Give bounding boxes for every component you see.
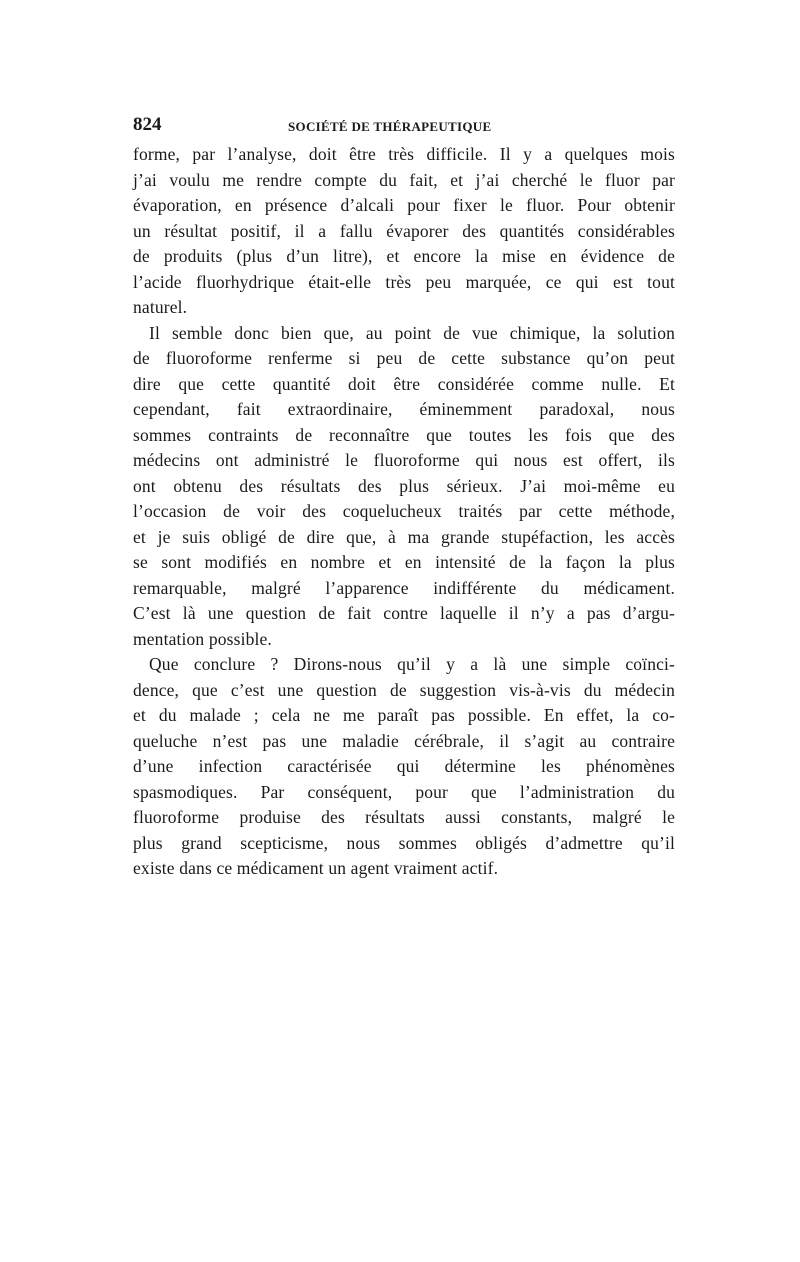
text-line: j’ai voulu me rendre compte du fait, et j’ai cherché le fluor par <box>133 169 675 190</box>
paragraph-1 <box>133 142 675 321</box>
text-line: médecins ont administré le fluoroforme qui nous est offert, ils <box>133 450 675 470</box>
text-line: spasmodiques. Par conséquent, pour que l’administration du <box>133 781 675 802</box>
text-line: forme, par l’analyse, doit être très difficile. Il y a quelques mois <box>133 144 675 164</box>
text-line: mentation possible. <box>133 628 272 649</box>
text-line: l’occasion de voir des coquelucheux traités par cette méthode, <box>133 501 675 521</box>
text-line: évaporation, en présence d’alcali pour fixer le fluor. Pour obtenir <box>133 195 675 215</box>
text-line: dire que cette quantité doit être considérée comme nulle. Et <box>133 373 675 394</box>
paragraph-2 <box>133 321 675 653</box>
text-line: remarquable, malgré l’apparence indifférente du médicament. <box>133 577 675 598</box>
text-line: de fluoroforme renferme si peu de cette substance qu’on peut <box>133 348 675 368</box>
text-line: sommes contraints de reconnaître que toutes les fois que des <box>133 424 675 445</box>
text-line: queluche n’est pas une maladie cérébrale, il s’agit au contraire <box>133 730 675 751</box>
text-line: de produits (plus d’un litre), et encore la mise en évidence de <box>133 246 675 266</box>
text-line: d’une infection caractérisée qui détermine les phénomènes <box>133 756 675 776</box>
page-number: 824 <box>133 114 162 135</box>
text-line: Que conclure ? Dirons-nous qu’il y a là une simple coïnci- <box>149 654 675 674</box>
book-page <box>133 108 675 882</box>
text-line: cependant, fait extraordinaire, éminemment paradoxal, nous <box>133 399 675 419</box>
text-line: plus grand scepticisme, nous sommes obligés d’admettre qu’il <box>133 832 675 853</box>
text-line: et du malade ; cela ne me paraît pas possible. En effet, la co- <box>133 705 675 725</box>
paragraph-3 <box>133 652 675 882</box>
running-title: SOCIÉTÉ DE THÉRAPEUTIQUE <box>288 119 492 134</box>
text-line: un résultat positif, il a fallu évaporer des quantités considérables <box>133 220 675 241</box>
text-line: Il semble donc bien que, au point de vue chimique, la solution <box>149 322 675 343</box>
text-line: fluoroforme produise des résultats aussi constants, malgré le <box>133 807 675 827</box>
running-head <box>133 108 675 142</box>
text-line: l’acide fluorhydrique était-elle très peu marquée, ce qui est tout <box>133 271 675 292</box>
text-line: se sont modifiés en nombre et en intensité de la façon la plus <box>133 552 675 572</box>
body-text <box>133 142 675 882</box>
text-line: C’est là une question de fait contre laquelle il n’y a pas d’argu- <box>133 603 675 623</box>
text-line: et je suis obligé de dire que, à ma grande stupéfaction, les accès <box>133 526 675 547</box>
text-line: dence, que c’est une question de suggestion vis-à-vis du médecin <box>133 679 675 700</box>
text-line: existe dans ce médicament un agent vraiment actif. <box>133 858 499 878</box>
text-line: ont obtenu des résultats des plus sérieux. J’ai moi-même eu <box>133 475 675 496</box>
text-line: naturel. <box>133 297 188 317</box>
